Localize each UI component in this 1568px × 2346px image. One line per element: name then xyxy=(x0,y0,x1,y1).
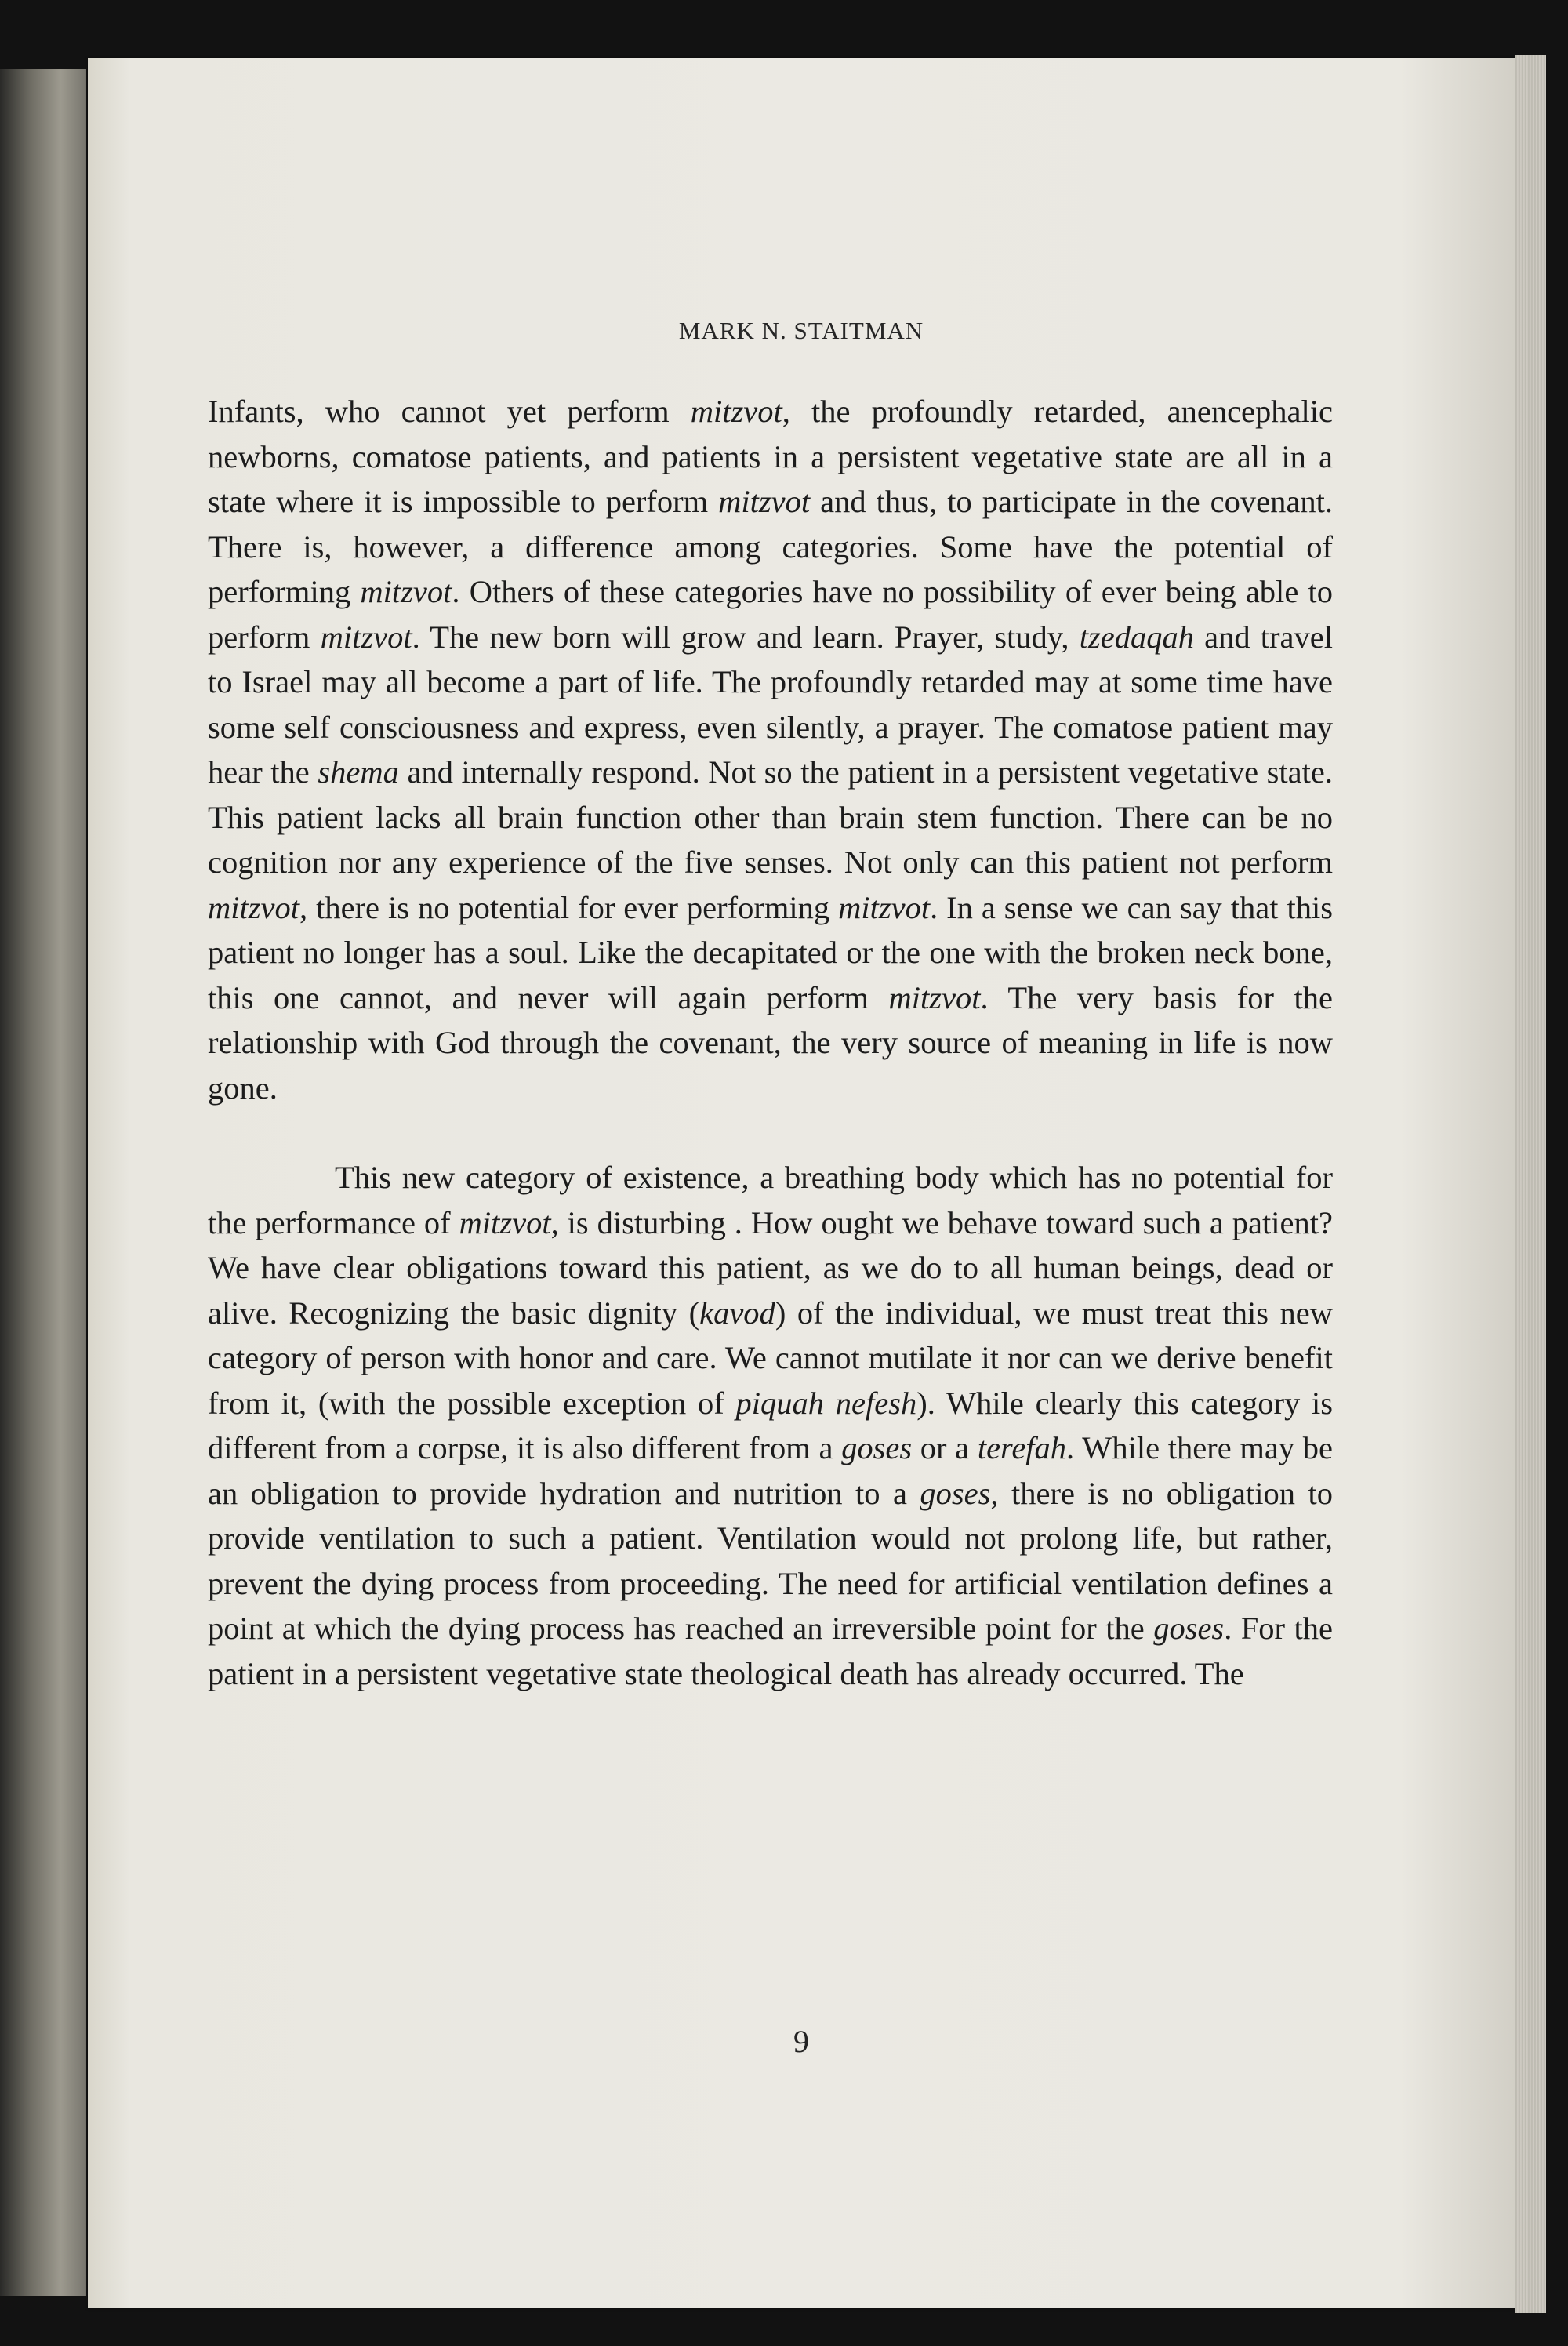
text-run: ) of the individual, we must treat this new category of person with honor and care. We cannot mutilate it nor can we derive benefit from it, (with the possible exception of xyxy=(208,1295,1334,1421)
italic-term: goses xyxy=(841,1430,913,1465)
text-run: ). While clearly this category is different from a corpse, it is also different from a xyxy=(208,1385,1334,1465)
running-head: MARK N. STAITMAN xyxy=(678,317,924,344)
text-run: Infants, who cannot yet perform xyxy=(208,394,691,429)
italic-term: mitzvot xyxy=(208,889,299,925)
text-run: , the profoundly retarded, anencephalic newborns, comatose patients, and patients in a persistent vegetative state are all in a state where it is impossible to perform xyxy=(208,394,1333,519)
italic-term: mitzvot xyxy=(838,889,931,925)
italic-term: mitzvot xyxy=(360,574,452,609)
italic-term: mitzvot xyxy=(690,394,782,429)
text-run: , there is no obligation to provide ventilation to such a patient. Ventilation would not prolong life, but rather, prevent the dying process from proceeding. The need for artificial ventilation defines a point at which the dying process has reached an irreversible point for the xyxy=(208,1475,1333,1646)
text-run: and travel to Israel may all become a part of life. The profoundly retarded may at some time have some self consciousness and express, even silently, a prayer. The comatose patient may hear the xyxy=(208,619,1333,790)
text-run: and internally respond. Not so the patient in a persistent vegetative state. This patient lacks all brain function other than brain stem function. There can be no cognition nor any experience of the five senses. Not only can this patient not perform xyxy=(208,754,1333,880)
text-run: , is disturbing . How ought we behave toward such a patient? We have clear obligations toward this patient, as we do to all human beings, dead or alive. Recognizing the basic dignity ( xyxy=(208,1204,1333,1331)
italic-term: piquah nefesh xyxy=(735,1385,917,1421)
text-run: or a xyxy=(912,1430,978,1465)
text-run: This new category of existence, a breathing body which has no potential for the performance of xyxy=(208,1160,1333,1240)
text-run: . Others of these categories have no possibility of ever being able to perform xyxy=(208,574,1333,655)
text-run: , there is no potential for ever performing xyxy=(299,889,839,925)
body-text xyxy=(208,389,1333,1696)
italic-term: mitzvot xyxy=(459,1204,551,1240)
paragraph-2 xyxy=(208,1155,1333,1696)
facing-page-edge xyxy=(0,69,86,2296)
italic-term: shema xyxy=(318,754,399,790)
text-run: . For the patient in a persistent vegetative state theological death has already occurred. The xyxy=(208,1611,1333,1691)
italic-term: mitzvot xyxy=(718,484,811,519)
page-number: 9 xyxy=(793,2024,809,2059)
text-run: . The very basis for the relationship with God through the covenant, the very source of meaning in life is now gone. xyxy=(208,979,1333,1106)
italic-term: goses xyxy=(1153,1611,1225,1646)
italic-term: goses xyxy=(920,1475,991,1511)
paragraph-1 xyxy=(208,389,1333,1110)
text-run: . While there may be an obligation to provide hydration and nutrition to a xyxy=(208,1430,1333,1511)
italic-term: kavod xyxy=(699,1295,775,1331)
page-stack-edge xyxy=(1515,55,1546,2313)
text-run: . The new born will grow and learn. Prayer, study, xyxy=(412,619,1080,655)
text-run: and thus, to participate in the covenant. There is, however, a difference among categories. Some have the potential of performing xyxy=(208,484,1333,609)
italic-term: mitzvot xyxy=(888,979,981,1015)
italic-term: terefah xyxy=(977,1430,1067,1465)
italic-term: tzedaqah xyxy=(1079,619,1194,655)
italic-term: mitzvot xyxy=(320,619,412,655)
text-run: . In a sense we can say that this patient no longer has a soul. Like the decapitated or the one with the broken neck bone, this one cannot, and never will again perform xyxy=(208,889,1333,1015)
